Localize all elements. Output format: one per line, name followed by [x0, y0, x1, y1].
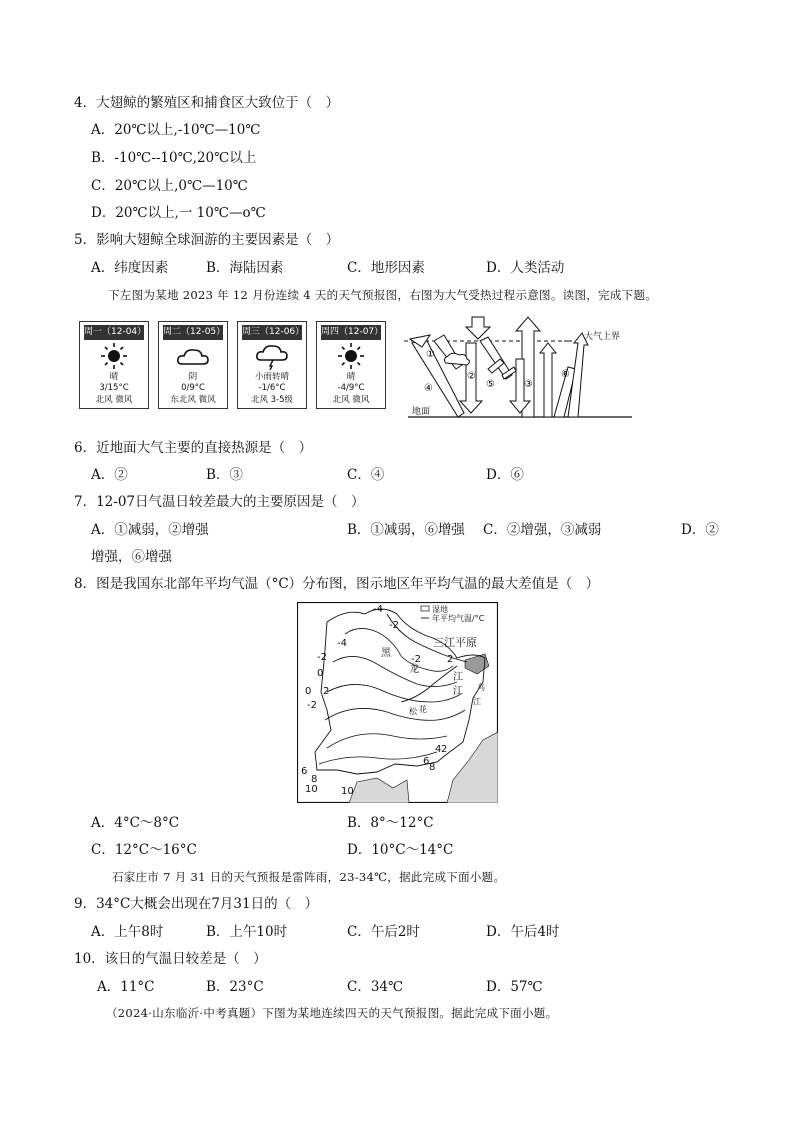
forecast-weather: 小雨转晴 — [254, 372, 289, 382]
q4-option-c: C．20℃以上,0℃—10℃ — [91, 178, 248, 194]
q7-option-d-part2: 增强，⑥增强 — [91, 549, 172, 565]
map-river-label: 松 — [409, 707, 417, 716]
map-isotherm-label: 0 — [305, 686, 312, 697]
q5-stem: 5．影响大翅鲸全球洄游的主要因素是（ ） — [74, 232, 340, 248]
q4-option-b: B．-10℃--10℃,20℃以上 — [91, 150, 257, 166]
map-river-label: 龙 — [409, 664, 419, 675]
q10-option-d: D．57℃ — [486, 979, 543, 995]
q8-option-a: A．4°C～8°C — [91, 815, 180, 831]
q6-option-b: B．③ — [206, 467, 243, 483]
q9-option-b: B．上午10时 — [206, 924, 288, 940]
q7-option-c: C．②增强，③减弱 — [483, 522, 602, 538]
forecast-weather: 阴 — [188, 372, 198, 382]
map-isotherm-label: -2 — [317, 652, 327, 663]
forecast-card-1 — [79, 321, 149, 409]
q5-option-c: C．地形因素 — [347, 260, 425, 276]
forecast-wind: 北风 微风 — [332, 395, 370, 405]
forecast-weather: 晴 — [109, 372, 119, 382]
map-isotherm-label: 2 — [323, 686, 330, 697]
forecast-wind: 北风 3-5级 — [250, 395, 294, 405]
q7-option-a: A．①减弱，②增强 — [91, 522, 209, 538]
forecast-wind: 北风 微风 — [95, 395, 133, 405]
intro-forecast: 下左图为某地 2023 年 12 月份连续 4 天的天气预报图，右图为大气受热过程示意图。读图，完成下题。 — [108, 288, 658, 302]
diagram-num-2: ② — [467, 371, 476, 382]
map-legend-isotherm: 年平均气温/°C — [432, 614, 485, 623]
forecast-card-3 — [237, 321, 307, 409]
diagram-ground-label: 地面 — [412, 407, 431, 417]
diagram-num-6: ⑥ — [561, 369, 570, 380]
map-isotherm-label: 2 — [441, 744, 448, 755]
map-isotherm-label: -2 — [307, 700, 317, 711]
q9-stem: 9．34°C大概会出现在7月31日的（ ） — [74, 896, 319, 912]
q9-option-c: C．午后2时 — [347, 924, 420, 940]
forecast-card-4 — [316, 321, 386, 409]
map-isotherm-label: 6 — [301, 766, 308, 777]
q9-option-a: A．上午8时 — [91, 924, 164, 940]
diagram-num-1: ① — [426, 349, 435, 360]
sun-icon — [94, 342, 134, 370]
forecast-wind: 东北风 微风 — [170, 395, 216, 405]
q10-option-a: A．11°C — [97, 979, 155, 995]
q9-option-d: D．午后4时 — [486, 924, 560, 940]
map-river-label: 江 — [473, 697, 481, 706]
q8-option-b: B．8°～12°C — [347, 815, 434, 831]
diagram-num-3: ③ — [524, 379, 533, 390]
northeast-temperature-map — [297, 602, 498, 803]
map-isotherm-label: 8 — [311, 774, 318, 785]
map-isotherm-label: 0 — [317, 668, 324, 679]
diagram-num-4: ④ — [424, 383, 433, 394]
map-river-label: 江 — [453, 686, 463, 697]
map-river-label: 江 — [453, 672, 463, 683]
q6-stem: 6．近地面大气主要的直接热源是（ ） — [74, 440, 313, 456]
q8-option-c: C．12°C～16°C — [91, 842, 197, 858]
forecast-temp: -4/9°C — [337, 383, 365, 393]
diagram-num-5: ⑤ — [486, 379, 495, 390]
forecast-day: 周一（12-04） — [84, 325, 144, 340]
atmosphere-heating-diagram — [404, 313, 636, 421]
map-river-label: 黑 — [381, 648, 391, 659]
q4-stem: 4．大翅鲸的繁殖区和捕食区大致位于（ ） — [74, 95, 340, 111]
forecast-card-2 — [158, 321, 228, 409]
q4-option-a: A．20℃以上,-10℃—10℃ — [91, 122, 261, 138]
forecast-weather: 晴 — [346, 372, 356, 382]
q8-option-d: D．10°C～14°C — [347, 842, 454, 858]
map-isotherm-label: -2 — [411, 654, 421, 665]
cloud-icon — [173, 342, 213, 370]
q6-option-d: D．⑥ — [486, 467, 524, 483]
forecast-day: 周二（12-05） — [163, 325, 223, 340]
map-isotherm-label: 4 — [435, 744, 442, 755]
forecast-day: 周三（12-06） — [242, 325, 302, 340]
q6-option-c: C．④ — [347, 467, 385, 483]
q10-option-c: C．34℃ — [347, 979, 404, 995]
q7-stem: 7．12-07日气温日较差最大的主要原因是（ ） — [74, 494, 365, 510]
q8-stem: 8．图是我国东北部年平均气温（°C）分布图，图示地区年平均气温的最大差值是（ ） — [74, 576, 600, 592]
map-river-label: 花 — [419, 705, 427, 714]
q5-option-d: D．人类活动 — [486, 260, 565, 276]
map-isotherm-label: 10 — [305, 784, 318, 795]
q10-stem: 10．该日的气温日较差是（ ） — [74, 951, 267, 967]
q7-option-b: B．①减弱，⑥增强 — [347, 522, 465, 538]
map-isotherm-label: -2 — [389, 620, 399, 631]
intro-shijiazhuang: 石家庄市 7 月 31 日的天气预报是雷阵雨，23-34℃，据此完成下面小题。 — [112, 870, 506, 884]
forecast-temp: -1/6°C — [258, 383, 286, 393]
q4-option-d: D．20℃以上,一 10℃—o℃ — [91, 205, 266, 221]
q5-option-a: A．纬度因素 — [91, 260, 169, 276]
sun-icon — [331, 342, 371, 370]
diagram-top-label: 大气上界 — [584, 332, 621, 342]
q7-option-d-part1: D．② — [681, 522, 719, 538]
map-isotherm-label: 2 — [447, 654, 454, 665]
intro-linyi: （2024·山东临沂·中考真题）下图为某地连续四天的天气预报图。据此完成下面小题。 — [106, 1006, 558, 1020]
forecast-temp: 0/9°C — [181, 383, 205, 393]
map-isotherm-label: -4 — [337, 638, 347, 649]
map-region-label: 三江平原 — [433, 636, 477, 649]
rain-cloud-icon — [252, 342, 292, 370]
q10-option-b: B．23°C — [206, 979, 264, 995]
map-legend-wetland: 湿地 — [432, 605, 448, 614]
forecast-temp: 3/15°C — [99, 383, 129, 393]
map-isotherm-label: 6 — [423, 756, 430, 767]
map-isotherm-label: -4 — [373, 604, 383, 615]
q5-option-b: B．海陆因素 — [206, 260, 284, 276]
map-river-label: 乌 — [477, 683, 485, 692]
forecast-day: 周四（12-07） — [321, 325, 381, 340]
map-isotherm-label: 8 — [429, 762, 436, 773]
q6-option-a: A．② — [91, 467, 128, 483]
map-isotherm-label: 10 — [341, 786, 354, 797]
